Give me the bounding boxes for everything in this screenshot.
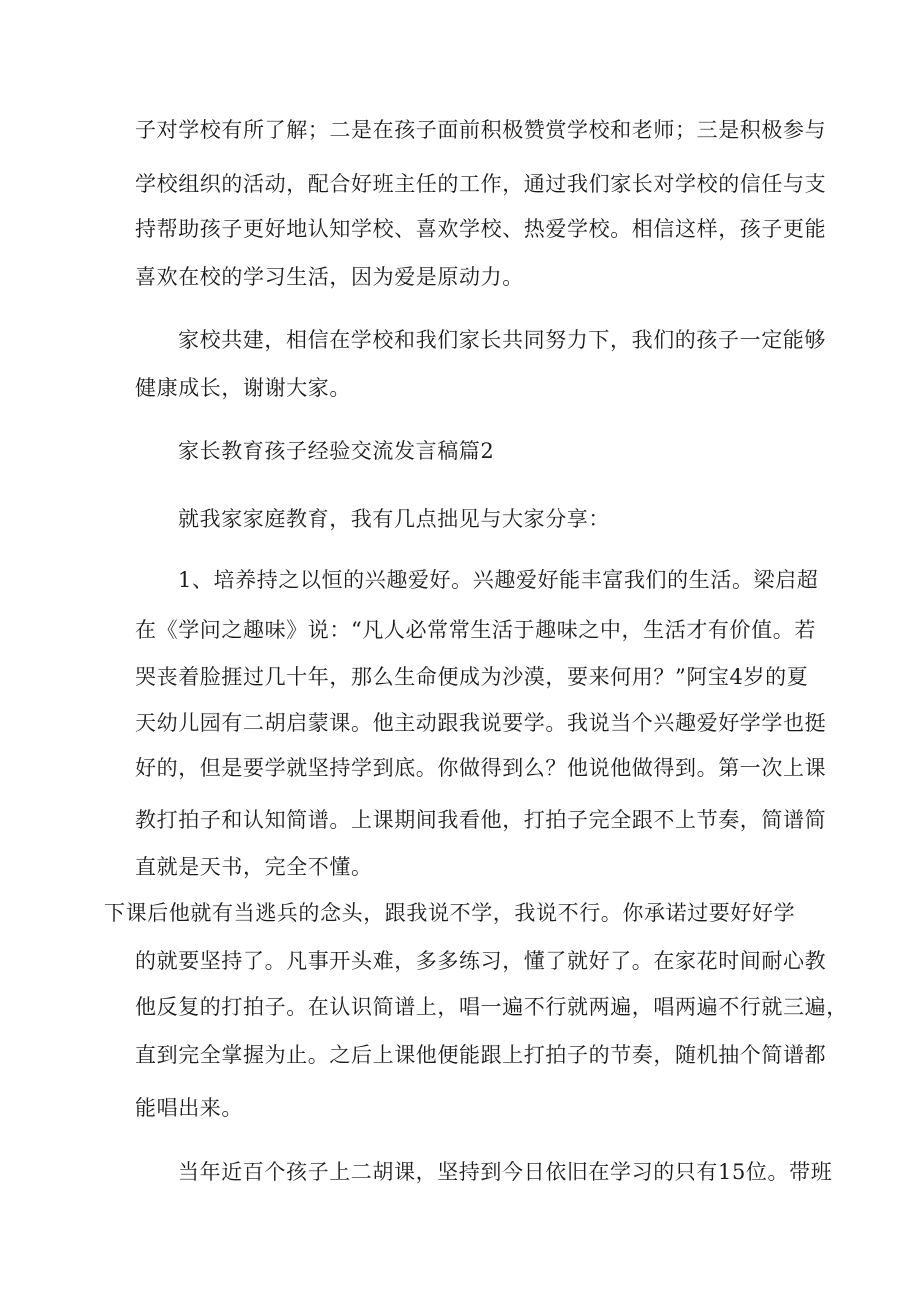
paragraph-4-line-2: 的就要坚持了。凡事开头难，多多练习，懂了就好了。在家花时间耐心教 [135,949,827,973]
paragraph-2-line-1: 家校共建，相信在学校和我们家长共同努力下，我们的孩子一定能够 [178,328,826,352]
paragraph-3-line-7: 直就是天书，完全不懂。 [135,855,373,879]
paragraph-4-line-1: 下课后他就有当逃兵的念头，跟我说不学，我说不行。你承诺过要好好学 [104,901,796,925]
paragraph-4-line-3: 他反复的打拍子。在认识简谱上，唱一遍不行就两遍，唱两遍不行就三遍， [135,995,848,1019]
paragraph-4-line-4: 直到完全掌握为止。之后上课他便能跟上打拍子的节奏，随机抽个简谱都 [135,1043,827,1067]
paragraph-1-line-3: 持帮助孩子更好地认知学校、喜欢学校、热爱学校。相信这样，孩子更能 [135,217,827,241]
paragraph-1-line-4: 喜欢在校的学习生活，因为爱是原动力。 [135,265,524,289]
paragraph-5-line-1: 当年近百个孩子上二胡课，坚持到今日依旧在学习的只有15位。带班 [178,1160,833,1184]
paragraph-3-line-1: 1、培养持之以恒的兴趣爱好。兴趣爱好能丰富我们的生活。梁启超 [178,568,819,592]
paragraph-2-line-2: 健康成长，谢谢大家。 [135,376,351,400]
paragraph-3-line-4: 天幼儿园有二胡启蒙课。他主动跟我说要学。我说当个兴趣爱好学学也挺 [135,711,827,735]
paragraph-3-line-6: 教打拍子和认知简谱。上课期间我看他，打拍子完全跟不上节奏，简谱简 [135,808,827,832]
intro-line: 就我家家庭教育，我有几点拙见与大家分享： [178,507,610,531]
section-title: 家长教育孩子经验交流发言稿篇2 [178,439,495,463]
paragraph-1-line-2: 学校组织的活动，配合好班主任的工作，通过我们家长对学校的信任与支 [135,172,827,196]
paragraph-1-line-1: 子对学校有所了解；二是在孩子面前积极赞赏学校和老师；三是积极参与 [135,118,827,142]
paragraph-3-line-3: 哭丧着脸捱过几十年，那么生命便成为沙漠，要来何用？”阿宝4岁的夏 [135,665,809,689]
paragraph-4-line-5: 能唱出来。 [135,1096,243,1120]
paragraph-3-line-2: 在《学问之趣味》说：“凡人必常常生活于趣味之中，生活才有价值。若 [135,618,816,642]
paragraph-3-line-5: 好的，但是要学就坚持学到底。你做得到么？他说他做得到。第一次上课 [135,756,827,780]
